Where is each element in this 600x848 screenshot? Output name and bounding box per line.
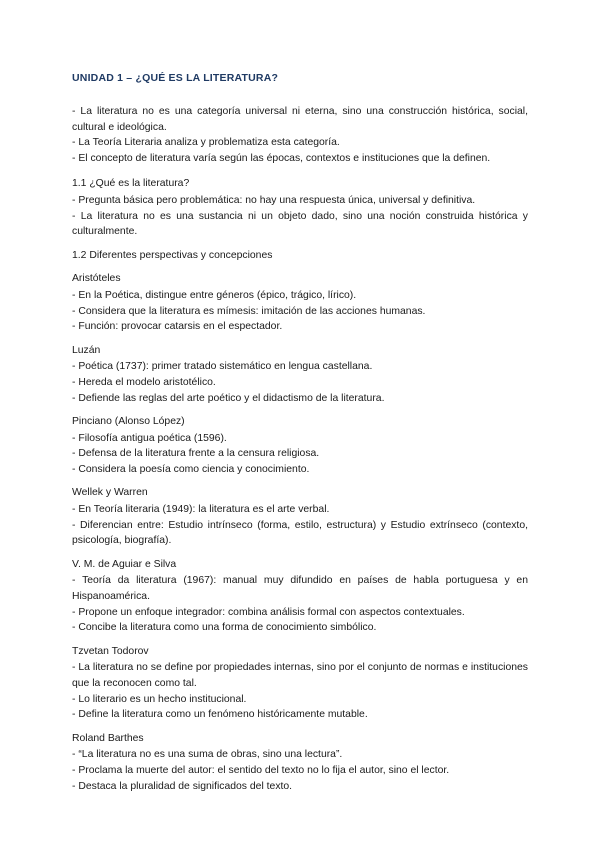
sections-container (72, 176, 528, 794)
section (72, 557, 528, 636)
section-item: - Defiende las reglas del arte poético y el didactismo de la literatura. (72, 392, 385, 404)
section-item: - Diferencian entre: Estudio intrínseco (forma, estilo, estructura) y Estudio extrínseco (contexto, psicología, biografía). (72, 519, 528, 547)
section-heading: Luzán (72, 344, 101, 356)
section-item: - Pregunta básica pero problemática: no hay una respuesta única, universal y definitiva. (72, 194, 476, 206)
section-item: - Teoría da literatura (1967): manual muy difundido en países de habla portuguesa y en Hispanoamérica. (72, 575, 528, 603)
section (72, 644, 528, 723)
section (72, 248, 528, 264)
section-item: - En la Poética, distingue entre géneros (épico, trágico, lírico). (72, 289, 357, 301)
intro-paragraph: - La literatura no es una categoría universal ni eterna, sino una construcción histórica, social, cultural e ideológica. (72, 106, 528, 133)
intro-block (72, 104, 528, 166)
page-title: UNIDAD 1 – ¿QUÉ ES LA LITERATURA? (72, 72, 279, 84)
section (72, 731, 528, 794)
section (72, 343, 528, 406)
section-item: - Proclama la muerte del autor: el sentido del texto no lo fija el autor, sino el lector. (72, 764, 450, 776)
section-item: - Destaca la pluralidad de significados del texto. (72, 780, 293, 792)
section-heading: 1.2 Diferentes perspectivas y concepciones (72, 249, 273, 261)
section-item: - La literatura no es una sustancia ni un objeto dado, sino una noción construida histórica y culturalmente. (72, 210, 528, 238)
section-item: - Defensa de la literatura frente a la censura religiosa. (72, 448, 320, 460)
section-item: - Concibe la literatura como una forma de conocimiento simbólico. (72, 622, 377, 634)
section-item: - Poética (1737): primer tratado sistemático en lengua castellana. (72, 361, 373, 373)
section-item: - Considera que la literatura es mímesis: imitación de las acciones humanas. (72, 305, 426, 317)
section (72, 176, 528, 239)
section-item: - La literatura no se define por propiedades internas, sino por el conjunto de normas e instituciones que la reconocen como tal. (72, 662, 528, 689)
section-item: - Considera la poesía como ciencia y conocimiento. (72, 463, 310, 475)
section (72, 414, 528, 477)
section (72, 271, 528, 334)
section-item: - Función: provocar catarsis en el espectador. (72, 321, 283, 333)
section-item: - Propone un enfoque integrador: combina análisis formal con aspectos contextuales. (72, 606, 465, 618)
section-item: - Define la literatura como un fenómeno históricamente mutable. (72, 709, 368, 721)
section-item: - Lo literario es un hecho institucional. (72, 693, 247, 705)
section-heading: Aristóteles (72, 273, 121, 285)
section-heading: V. M. de Aguiar e Silva (72, 558, 177, 570)
section (72, 485, 528, 548)
section-item: - “La literatura no es una suma de obras, sino una lectura”. (72, 749, 343, 761)
section-item: - En Teoría literaria (1949): la literatura es el arte verbal. (72, 504, 330, 516)
intro-paragraph: - La Teoría Literaria analiza y problematiza esta categoría. (72, 137, 340, 149)
section-heading: Tzvetan Todorov (72, 645, 149, 657)
section-item: - Hereda el modelo aristotélico. (72, 376, 216, 388)
section-heading: 1.1 ¿Qué es la literatura? (72, 178, 190, 190)
section-heading: Wellek y Warren (72, 487, 148, 499)
section-item: - Filosofía antigua poética (1596). (72, 432, 227, 444)
intro-paragraph: - El concepto de literatura varía según las épocas, contextos e instituciones que la definen. (72, 152, 491, 164)
section-heading: Roland Barthes (72, 732, 144, 744)
section-heading: Pinciano (Alonso López) (72, 416, 185, 428)
